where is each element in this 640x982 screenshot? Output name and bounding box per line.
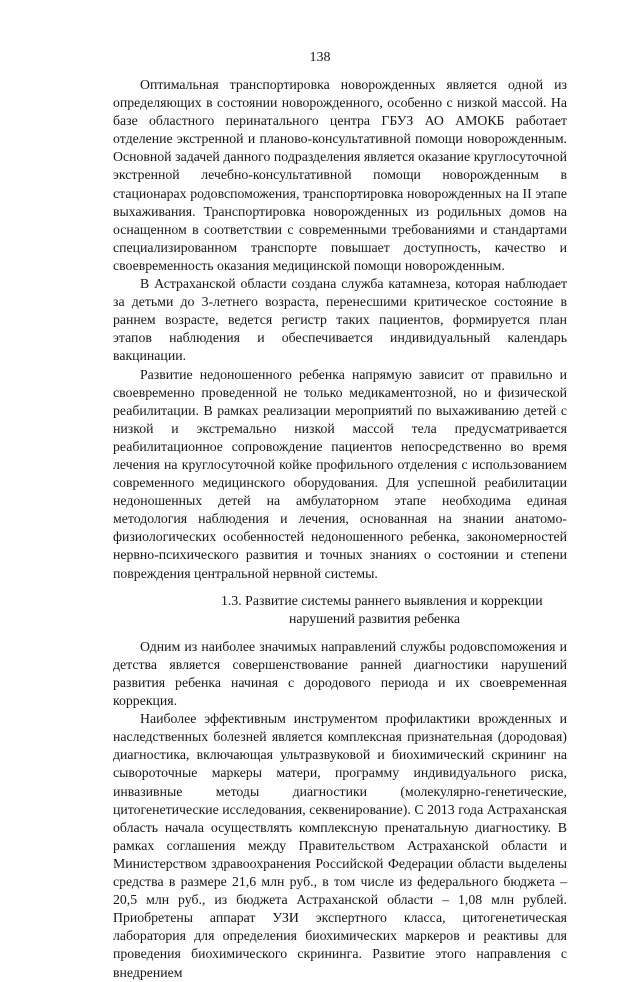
page-number: 138 (309, 50, 331, 65)
paragraph-transport: Оптимальная транспортировка новорожденных является одной из определяющих в состоянии новорожденного, особенно с низкой массой. На базе областного перинатального центра ГБУЗ АО АМОКБ работает отделение экстренной и планово-консультативной помощи новорожденным. Основной задачей данного подразделения является оказание круглосуточной экстренной лечебно-консультативной помощи новорожденным в стационарах родовспоможения, транспортировка новорожденных на II этапе выхаживания. Транспортировка новорожденных из родильных домов на оснащенном в соответствии с современными требованиями и стандартами специализированном транспорте повышает доступность, качество и своевременность оказания медицинской помощи новорожденным. (113, 77, 567, 273)
paragraph-early-diagnostics: Одним из наиболее значимых направлений службы родовспоможения и детства является совершенствование ранней диагностики нарушений развития ребенка начиная с дородового периода и их своевременная коррекция. (113, 638, 567, 709)
page-body (113, 76, 567, 982)
paragraph-catamnesis: В Астраханской области создана служба катамнеза, которая наблюдает за детьми до 3-летнего возраста, перенесшими критическое состояние в раннем возрасте, ведется регистр таких пациентов, формируется план этапов наблюдения и обеспечивается индивидуальный календарь вакцинации. (113, 276, 567, 364)
paragraph-rehabilitation: Развитие недоношенного ребенка напрямую зависит от правильно и своевременно проведенной не только медикаментозной, но и физической реабилитации. В рамках реализации мероприятий по выхаживанию детей с низкой и экстремально низкой массой тела предусматривается реабилитационное сопровождение пациентов непосредственно во время лечения на круглосуточной койке профильного отделения с использованием современного медицинского оборудования. Для успешной реабилитации недоношенных детей на амбулаторном этапе необходима единая методология наблюдения и лечения, основанная на знании анатомо-физиологических особенностей недоношенного ребенка, закономерностей нервно-психического развития и точных знаниях о состоянии и степени повреждения центральной нервной системы. (113, 366, 567, 581)
section-heading-line-2: нарушений развития ребенка (289, 610, 461, 626)
section-heading (113, 592, 567, 628)
section-heading-line-1: 1.3. Развитие системы раннего выявления и коррекции (221, 592, 543, 608)
paragraph-prenatal-diagnostics: Наиболее эффективным инструментом профилактики врожденных и наследственных болезней является комплексная признательная (дородовая) диагностика, включающая ультразвуковой и биохимический скрининг на сывороточные маркеры матери, программу индивидуального риска, инвазивные методы диагностики (молекулярно-генетические, цитогенетические исследования, секвенирование). С 2013 года Астраханская область начала осуществлять комплексную пренатальную диагностику. В рамках соглашения между Правительством Астраханской области и Министерством здравоохранения Российской Федерации области выделены средства в размере 21,6 млн руб., в том числе из федерального бюджета – 20,5 млн руб., из бюджета Астраханской области – 1,08 млн рублей. Приобретены аппарат УЗИ экспертного класса, цитогенетическая лаборатория для определения биохимических маркеров и реактивы для проведения биохимического скрининга. Развитие этого направления с внедрением (113, 711, 567, 980)
